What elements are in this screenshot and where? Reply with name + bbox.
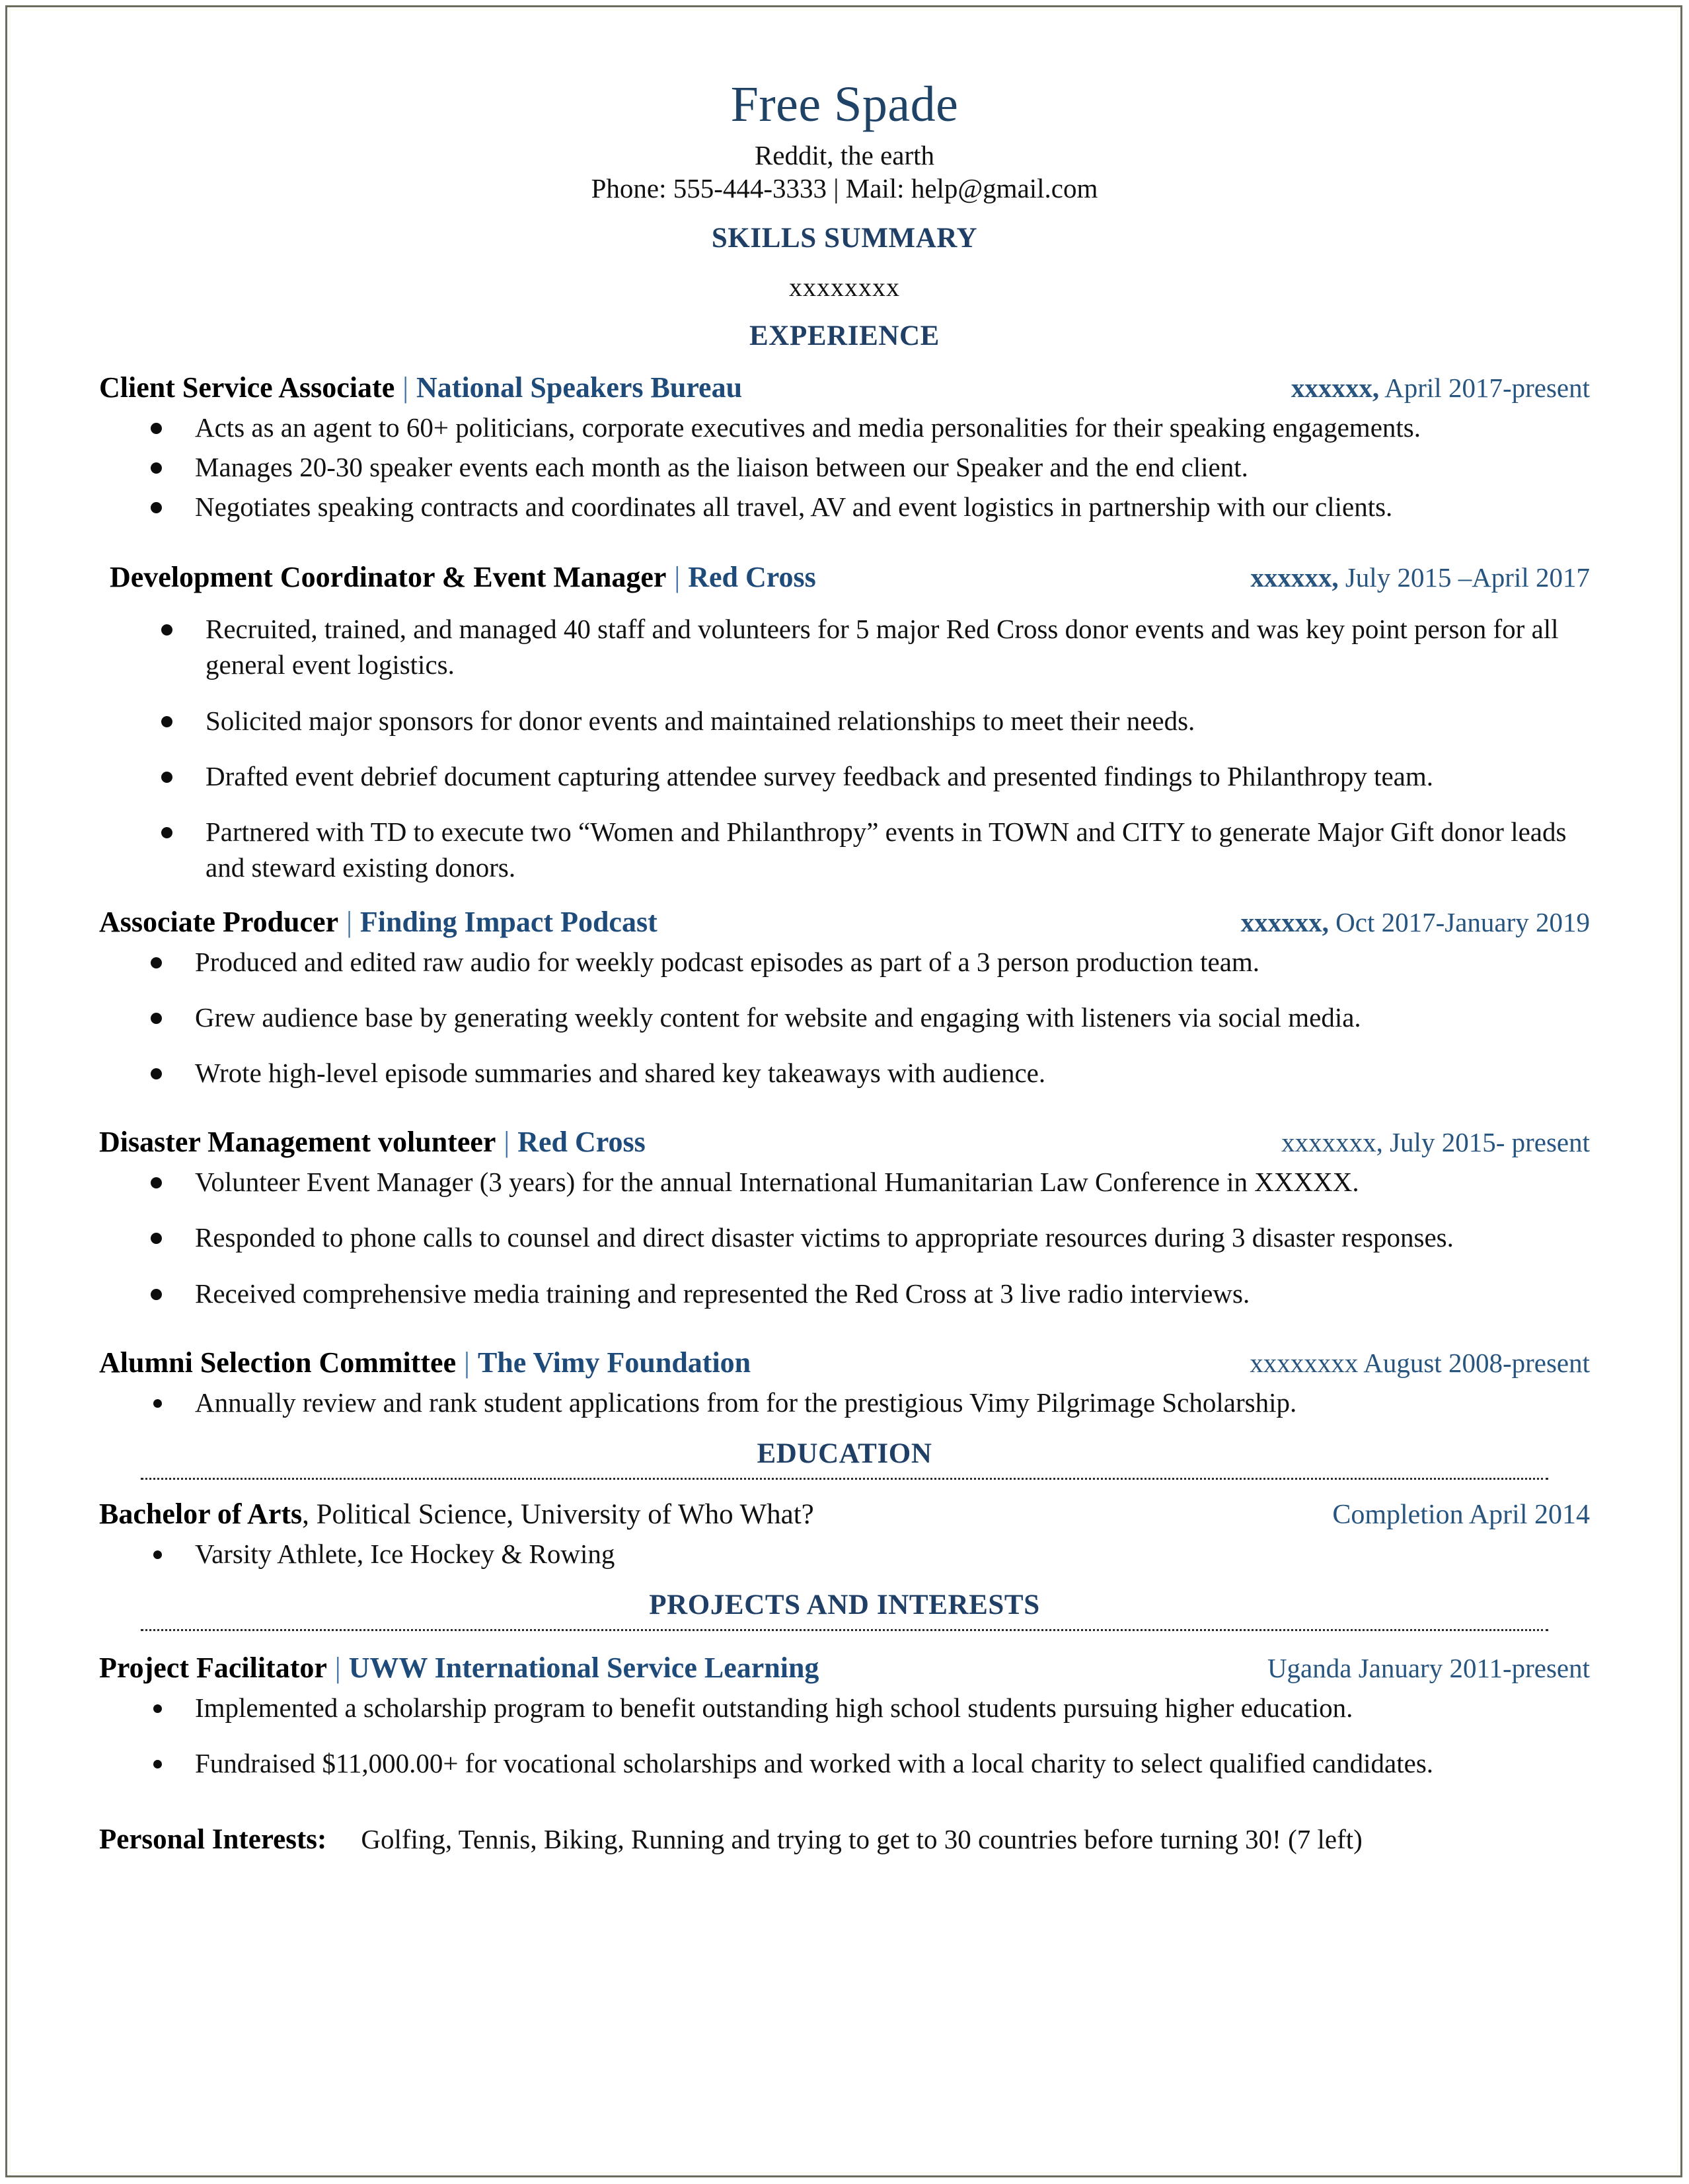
candidate-name: Free Spade <box>730 77 959 132</box>
project-entry <box>99 1651 1590 1781</box>
bullet-list <box>99 1385 1590 1420</box>
list-item: Received comprehensive media training and represented the Red Cross at 3 live radio interviews. <box>99 1276 1590 1311</box>
job-title: Associate Producer <box>99 906 339 939</box>
entry-date-prefix: xxxxxx, <box>1291 373 1380 404</box>
education-field: , Political Science, University of Who What? <box>302 1498 814 1530</box>
bullet-list <box>99 1536 1590 1572</box>
section-header-projects-and-interests: PROJECTS AND INTERESTS <box>99 1589 1590 1631</box>
bullet-list <box>99 944 1590 1091</box>
bullet-list <box>110 611 1590 885</box>
entry-date <box>1281 1126 1590 1158</box>
entry-date <box>1241 906 1590 938</box>
experience-entry <box>99 1346 1590 1420</box>
personal-interests-label: Personal Interests: <box>99 1824 327 1856</box>
entry-date <box>1250 562 1590 593</box>
entry-header <box>99 1346 1590 1379</box>
list-item: Implemented a scholarship program to benefit outstanding high school students pursuing higher education. <box>99 1690 1590 1726</box>
list-item: Drafted event debrief document capturing attendee survey feedback and presented findings to Philanthropy team. <box>110 758 1590 794</box>
experience-entry <box>99 371 1590 525</box>
title-org-separator: | <box>334 1651 341 1684</box>
title-org-separator: | <box>464 1346 470 1379</box>
entry-date <box>1250 1347 1590 1379</box>
list-item: Negotiates speaking contracts and coordinates all travel, AV and event logistics in partnership with our clients. <box>99 489 1590 525</box>
candidate-location: Reddit, the earth <box>754 140 935 170</box>
list-item: Acts as an agent to 60+ politicians, corporate executives and media personalities for their speaking engagements. <box>99 410 1590 445</box>
entry-header <box>99 1125 1590 1159</box>
organization-name: UWW International Service Learning <box>348 1651 819 1684</box>
skills-summary-value: xxxxxxxx <box>789 272 900 303</box>
education-date: Completion April 2014 <box>1332 1499 1590 1530</box>
entry-date-range: July 2015 –April 2017 <box>1338 562 1590 593</box>
organization-name: National Speakers Bureau <box>416 371 743 404</box>
entry-date-prefix: xxxxxx, <box>1240 907 1329 938</box>
section-header-skills-summary: SKILLS SUMMARY <box>711 223 978 254</box>
job-title: Disaster Management volunteer <box>99 1126 496 1159</box>
personal-interests-value: Golfing, Tennis, Biking, Running and trying to get to 30 countries before turning 30! (7 left) <box>361 1824 1363 1855</box>
section-header-education: EDUCATION <box>99 1438 1590 1480</box>
list-item: Manages 20-30 speaker events each month as the liaison between our Speaker and the end client. <box>99 449 1590 485</box>
entry-date-range: xxxxxxxx August 2008-present <box>1250 1347 1590 1378</box>
list-item: Grew audience base by generating weekly content for website and engaging with listeners via social media. <box>99 1000 1590 1035</box>
title-org-separator: | <box>674 561 681 594</box>
section-header-experience: EXPERIENCE <box>749 320 940 352</box>
bullet-list <box>99 1164 1590 1311</box>
list-item: Fundraised $11,000.00+ for vocational scholarships and worked with a local charity to select qualified candidates. <box>99 1745 1590 1781</box>
list-item: Responded to phone calls to counsel and direct disaster victims to appropriate resources during 3 disaster responses. <box>99 1219 1590 1255</box>
entry-date-range: xxxxxxx, July 2015- present <box>1281 1127 1590 1158</box>
entry-date-range: April 2017-present <box>1379 373 1590 404</box>
entry-date-range: Uganda January 2011-present <box>1267 1652 1590 1683</box>
list-item: Varsity Athlete, Ice Hockey & Rowing <box>99 1536 1590 1572</box>
personal-interests-row <box>99 1823 1590 1856</box>
title-org-separator: | <box>402 371 409 404</box>
organization-name: The Vimy Foundation <box>477 1346 751 1379</box>
organization-name: Red Cross <box>517 1126 646 1159</box>
title-org-separator: | <box>504 1126 510 1159</box>
education-degree: Bachelor of Arts <box>99 1497 303 1530</box>
entry-date-range: Oct 2017-January 2019 <box>1328 907 1590 938</box>
entry-header <box>110 560 1590 594</box>
entry-date-prefix: xxxxxx, <box>1250 562 1339 593</box>
entry-date <box>1291 372 1590 404</box>
job-title: Project Facilitator <box>99 1651 327 1684</box>
job-title: Client Service Associate <box>99 371 395 404</box>
list-item: Annually review and rank student applications from for the prestigious Vimy Pilgrimage Scholarship. <box>99 1385 1590 1420</box>
list-item: Solicited major sponsors for donor events and maintained relationships to meet their needs. <box>110 703 1590 739</box>
experience-entry <box>99 905 1590 1091</box>
job-title: Development Coordinator & Event Manager <box>110 561 667 594</box>
experience-entry <box>110 560 1590 885</box>
title-org-separator: | <box>346 906 352 939</box>
list-item: Volunteer Event Manager (3 years) for the annual International Humanitarian Law Conference in XXXXX. <box>99 1164 1590 1200</box>
job-title: Alumni Selection Committee <box>99 1346 457 1379</box>
list-item: Recruited, trained, and managed 40 staff and volunteers for 5 major Red Cross donor events and was key point person for all general event logistics. <box>110 611 1590 682</box>
list-item: Wrote high-level episode summaries and shared key takeaways with audience. <box>99 1055 1590 1091</box>
list-item: Partnered with TD to execute two “Women and Philanthropy” events in TOWN and CITY to generate Major Gift donor leads and steward existing donors. <box>110 814 1590 885</box>
candidate-contact: Phone: 555-444-3333 | Mail: help@gmail.com <box>591 173 1098 204</box>
entry-date <box>1267 1652 1590 1684</box>
education-entry-header <box>99 1497 1590 1531</box>
organization-name: Finding Impact Podcast <box>359 906 657 939</box>
entry-header <box>99 1651 1590 1685</box>
bullet-list <box>99 410 1590 525</box>
entry-header <box>99 371 1590 404</box>
entry-header <box>99 905 1590 939</box>
organization-name: Red Cross <box>688 561 816 594</box>
list-item: Produced and edited raw audio for weekly podcast episodes as part of a 3 person production team. <box>99 944 1590 980</box>
experience-entry <box>99 1125 1590 1311</box>
bullet-list <box>99 1690 1590 1781</box>
